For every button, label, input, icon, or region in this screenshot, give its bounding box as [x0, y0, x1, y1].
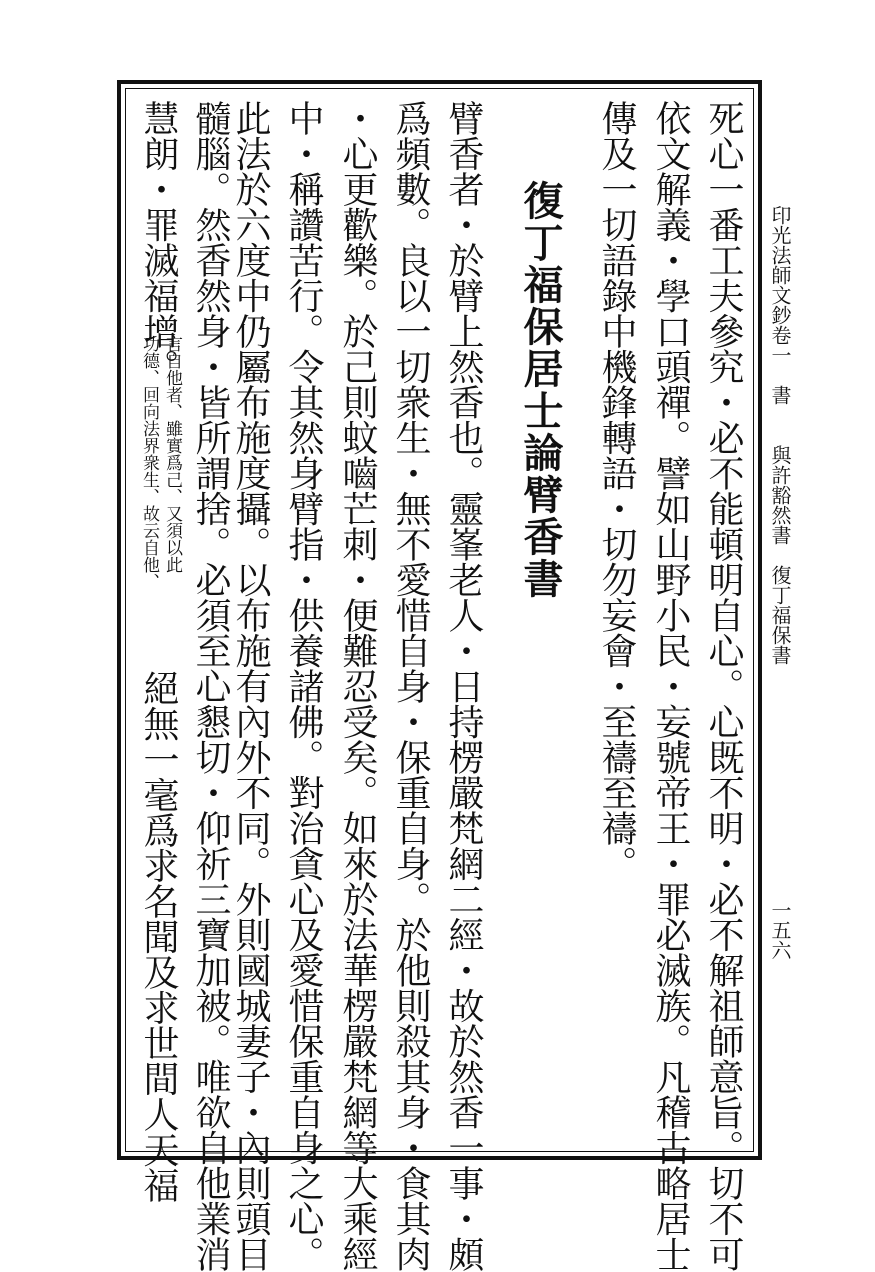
running-header: 印光法師文鈔卷一 書 與許豁然書 復丁福保書	[768, 205, 792, 665]
text-column-1: 死心一番工夫參究・必不能頓明自心。心既不明・必不解祖師意旨。切不可	[703, 100, 744, 1272]
text-column-10-start: 慧朗・罪滅福增。	[138, 100, 179, 384]
interlinear-note-line-1: 言自他者、雖實爲己、又須以此	[162, 335, 182, 573]
text-column-2: 依文解義・學口頭禪。譬如山野小民・妄號帝王・罪必滅族。凡稽古略居士	[650, 100, 691, 1272]
text-column-10-end: 絕無一毫爲求名聞及求世間人天福	[138, 670, 179, 1203]
letter-title: 復丁福保居士論臂香書	[517, 180, 564, 600]
text-column-9: 髓腦。然香然身・皆所謂捨。必須至心懇切・仰祈三寶加被。唯欲自他業消	[190, 100, 231, 1272]
text-column-7: 中・稱讚苦行。令其然身臂指・供養諸佛。對治貪心及愛惜保重自身之心。	[283, 100, 324, 1272]
text-column-6: ・心更歡樂。於己則蚊嚙芒刺・便難忍受矣。如來於法華楞嚴梵網等大乘經	[337, 100, 378, 1272]
text-column-5: 爲頻數。良以一切衆生・無不愛惜自身・保重自身。於他則殺其身・食其肉	[390, 100, 431, 1272]
text-column-3: 傳及一切語錄中機鋒轉語・切勿妄會・至禱至禱。	[596, 100, 637, 881]
text-column-4: 臂香者・於臂上然香也。靈峯老人・日持楞嚴梵網二經・故於然香一事・頗	[443, 100, 484, 1272]
text-column-8: 此法於六度中仍屬布施度攝。以布施有內外不同。外則國城妻子・內則頭目	[230, 100, 271, 1272]
interlinear-note-line-2: 功德、回向法界衆生、故云自他、	[139, 335, 159, 590]
page-number: 一五六	[768, 900, 792, 960]
